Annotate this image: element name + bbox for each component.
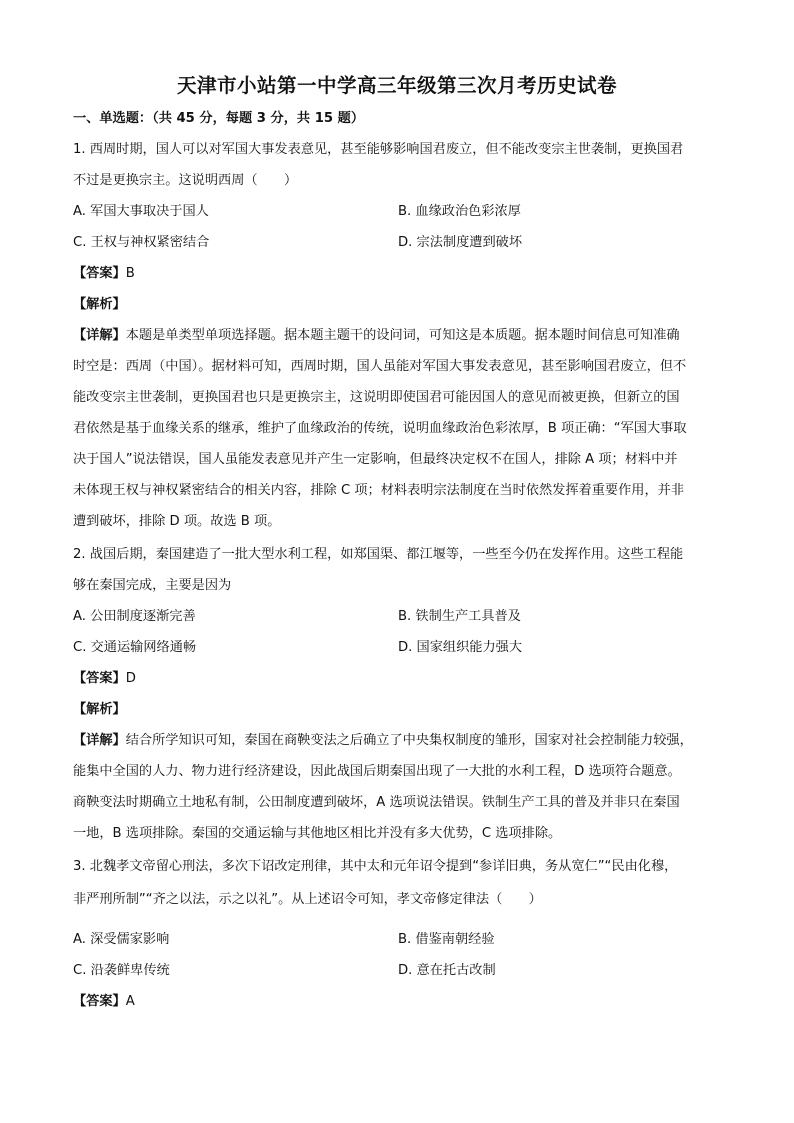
- question-2-option-a: A. 公田制度逐渐完善: [73, 609, 196, 624]
- question-2-stem-line-2: 够在秦国完成，主要是因为: [73, 578, 232, 593]
- question-1-detail-line-2: 时空是：西周（中国）。据材料可知，西周时期，国人虽能对军国大事发表意见，甚至影响国君废立，但不: [73, 359, 687, 374]
- question-1-option-a: A. 军国大事取决于国人: [73, 204, 209, 219]
- question-3-option-c: C. 沿袭鲜卑传统: [73, 963, 170, 978]
- question-1-detail-line-5: 决于国人”说法错误，国人虽能发表意见并产生一定影响，但最终决定权不在国人，排除 A 项；材料中并: [73, 452, 678, 467]
- question-1-detail-line-7: 遭到破坏，排除 D 项。故选 B 项。: [73, 514, 281, 529]
- question-3-option-d: D. 意在托古改制: [398, 963, 496, 978]
- question-1-stem-line-1: 1. 西周时期，国人可以对军国大事发表意见，甚至能够影响国君废立，但不能改变宗主世袭制，更换国君: [73, 142, 684, 157]
- answer-tag: 【答案】: [73, 994, 126, 1009]
- question-2-option-d: D. 国家组织能力强大: [398, 640, 523, 655]
- question-1-stem-line-2: 不过是更换宗主。这说明西周（ ）: [73, 173, 298, 188]
- question-2-detail-line-3: 商鞅变法时期确立土地私有制，公田制度遭到破坏，A 选项说法错误。铁制生产工具的普及并非只在秦国: [73, 795, 680, 810]
- question-2-detail-line-1: [73, 732, 693, 750]
- section-heading: 一、单选题：（共 45 分，每题 3 分，共 15 题）: [73, 111, 365, 126]
- question-1-detail-line-3: 能改变宗主世袭制，更换国君也只是更换宗主，这说明即使国君可能因国人的意见而被更换，但新立的国: [73, 390, 680, 405]
- question-1-detail-line-1: [73, 327, 680, 345]
- detail-text: 结合所学知识可知，秦国在商鞅变法之后确立了中央集权制度的雏形，国家对社会控制能力较强，: [125, 733, 693, 748]
- question-3-option-b: B. 借鉴南朝经验: [398, 932, 495, 947]
- question-1-option-b: B. 血缘政治色彩浓厚: [398, 204, 521, 219]
- question-3-stem-line-2: 非严刑所制”“齐之以法，示之以礼”。从上述诏令可知，孝文帝修定律法（ ）: [73, 892, 542, 907]
- answer-value: B: [125, 266, 135, 281]
- question-2-option-b: B. 铁制生产工具普及: [398, 609, 521, 624]
- question-2-detail-line-4: 一地，B 选项排除。秦国的交通运输与其他地区相比并没有多大优势，C 选项排除。: [73, 826, 562, 841]
- question-2-answer: [73, 670, 136, 688]
- question-3-stem-line-1: 3. 北魏孝文帝留心刑法，多次下诏改定刑律，其中太和元年诏令提到“参详旧典，务从宽仁”“民由化穆，: [73, 859, 678, 874]
- question-3-option-a: A. 深受儒家影响: [73, 932, 170, 947]
- detail-text: 本题是单类型单项选择题。据本题主题干的设问词，可知这是本质题。据本题时间信息可知准确: [125, 328, 680, 343]
- question-3-answer: [73, 993, 135, 1011]
- question-1-answer: [73, 265, 135, 283]
- question-2-detail-line-2: 能集中全国的人力、物力进行经济建设，因此战国后期秦国出现了一大批的水利工程，D 选项符合题意。: [73, 764, 681, 779]
- question-1-option-c: C. 王权与神权紧密结合: [73, 235, 210, 250]
- question-2-option-c: C. 交通运输网络通畅: [73, 640, 197, 655]
- question-2-analysis-tag: 【解析】: [73, 702, 126, 717]
- question-1-detail-line-4: 君依然是基于血缘关系的继承，维护了血缘政治的传统，说明血缘政治色彩浓厚，B 项正确：“军国大事取: [73, 421, 687, 436]
- answer-tag: 【答案】: [73, 671, 126, 686]
- question-2-stem-line-1: 2. 战国后期，秦国建造了一批大型水利工程，如郑国渠、都江堰等，一些至今仍在发挥作用。这些工程能: [73, 547, 684, 562]
- answer-value: A: [125, 994, 135, 1009]
- question-1-analysis-tag: 【解析】: [73, 297, 126, 312]
- question-1-detail-line-6: 未体现王权与神权紧密结合的相关内容，排除 C 项；材料表明宗法制度在当时依然发挥着重要作用，并非: [73, 483, 685, 498]
- detail-tag: 【详解】: [73, 733, 126, 748]
- answer-tag: 【答案】: [73, 266, 126, 281]
- question-1-option-d: D. 宗法制度遭到破坏: [398, 235, 523, 250]
- detail-tag: 【详解】: [73, 328, 126, 343]
- answer-value: D: [125, 671, 136, 686]
- page-title: 天津市小站第一中学高三年级第三次月考历史试卷: [176, 74, 617, 97]
